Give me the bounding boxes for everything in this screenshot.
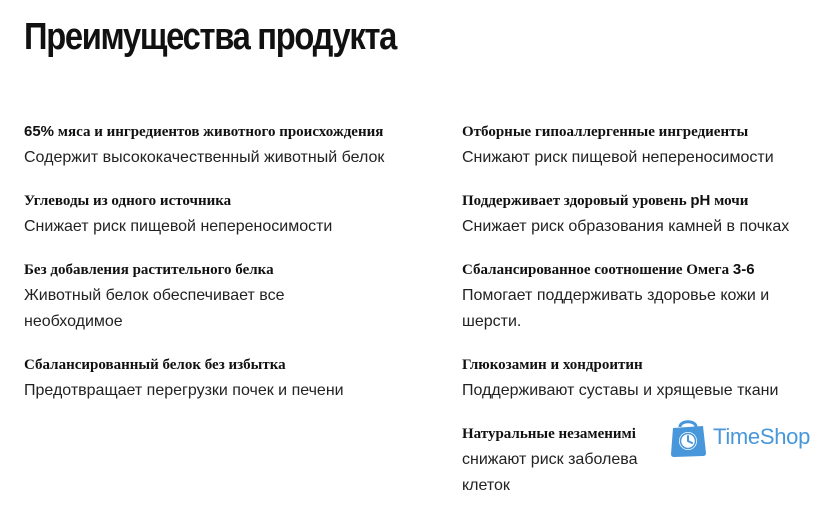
feature-item (24, 257, 424, 335)
watermark-label: TimeShop (713, 424, 811, 449)
feature-item (462, 119, 832, 171)
feature-description: Содержит высококачественный животный белок (24, 149, 385, 166)
feature-description: Животный белок обеспечивает все необходимое (24, 287, 285, 330)
feature-item (462, 257, 832, 335)
page-title: Преимущества продукта (24, 16, 397, 58)
feature-item (462, 352, 832, 404)
feature-title-text: Сбалансированное соотношение Омега (462, 262, 733, 278)
feature-title-text: Поддерживает здоровый уровень (462, 193, 691, 209)
feature-description: Снижает риск пищевой непереносимости (24, 218, 333, 235)
feature-title (462, 257, 832, 283)
feature-description: Снижает риск образования камней в почках (462, 218, 790, 235)
feature-description: Снижают риск пищевой непереносимости (462, 149, 774, 166)
feature-title: Натуральные незаменимі (462, 426, 636, 442)
features-left-column (24, 119, 424, 421)
feature-title-ratio: 3-6 (732, 261, 755, 278)
feature-title-text-end: мочи (710, 193, 749, 209)
feature-title: Глюкозамин и хондроитин (462, 357, 643, 373)
feature-description: Поддерживают суставы и хрящевые ткани (462, 382, 779, 399)
feature-item (24, 352, 424, 404)
feature-description-line: снижают риск заболева (462, 451, 638, 468)
feature-title: Отборные гипоаллергенные ингредиенты (462, 124, 749, 140)
feature-description: Предотвращает перегрузки почек и печени (24, 382, 344, 399)
feature-title-ph: pH (690, 192, 711, 209)
feature-description-line: клеток (462, 477, 510, 494)
feature-item (24, 188, 424, 240)
feature-item (462, 188, 832, 240)
clock-bag-icon (667, 415, 709, 459)
feature-title (24, 119, 424, 145)
feature-title-percent: 65% (24, 123, 55, 140)
feature-title: Без добавления растительного белка (24, 262, 274, 278)
feature-item (24, 119, 424, 171)
feature-description: Помогает поддерживать здоровье кожи и шерсти. (462, 287, 770, 330)
feature-title (462, 188, 832, 214)
feature-title: Углеводы из одного источника (24, 193, 232, 209)
feature-title: Сбалансированный белок без избытка (24, 357, 286, 373)
timeshop-watermark (667, 415, 810, 459)
feature-title-text: мяса и ингредиентов животного происхождения (54, 124, 384, 140)
